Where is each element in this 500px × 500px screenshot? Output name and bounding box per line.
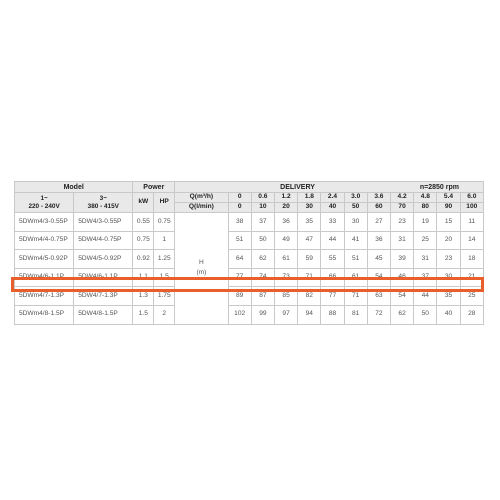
head-value-cell: 33 — [321, 213, 344, 232]
head-value-cell: 94 — [298, 305, 321, 324]
head-value-cell: 21 — [460, 268, 483, 287]
flow-m3h-cell: 1.2 — [274, 193, 297, 203]
hp-cell: 1.25 — [154, 250, 175, 269]
flow-lmin-cell: 50 — [344, 203, 367, 213]
model-1ph-cell: 5DWm4/8-1.5P — [15, 305, 74, 324]
flow-lmin-cell: 10 — [251, 203, 274, 213]
head-value-cell: 54 — [367, 268, 390, 287]
head-value-cell: 81 — [344, 305, 367, 324]
model-1ph-cell: 5DWm4/3-0.55P — [15, 213, 74, 232]
head-value-cell: 27 — [367, 213, 390, 232]
head-value-cell: 36 — [274, 213, 297, 232]
head-value-cell: 46 — [391, 268, 414, 287]
flow-m3h-cell: 3.6 — [367, 193, 390, 203]
model-3ph-cell: 5DW4/3-0.55P — [74, 213, 133, 232]
head-value-cell: 49 — [274, 231, 297, 250]
kw-cell: 1.3 — [133, 287, 154, 306]
head-value-cell: 14 — [460, 231, 483, 250]
head-value-cell: 37 — [414, 268, 437, 287]
head-value-cell: 97 — [274, 305, 297, 324]
hp-cell: 1.75 — [154, 287, 175, 306]
model-1ph-cell: 5DWm4/5-0.92P — [15, 250, 74, 269]
flow-lmin-cell: 100 — [460, 203, 483, 213]
head-value-cell: 87 — [251, 287, 274, 306]
kw-cell: 0.92 — [133, 250, 154, 269]
head-value-cell: 55 — [321, 250, 344, 269]
head-value-cell: 77 — [321, 287, 344, 306]
model-3ph-cell: 5DW4/6-1.1P — [74, 268, 133, 287]
model-3ph-cell: 5DW4/8-1.5P — [74, 305, 133, 324]
head-value-cell: 50 — [414, 305, 437, 324]
table-row — [15, 268, 484, 287]
head-value-cell: 19 — [414, 213, 437, 232]
head-value-cell: 66 — [321, 268, 344, 287]
pump-performance-table — [14, 181, 484, 325]
head-value-cell: 35 — [298, 213, 321, 232]
rpm-label: n=2850 rpm — [419, 183, 459, 191]
head-value-cell: 23 — [391, 213, 414, 232]
head-value-cell: 77 — [228, 268, 251, 287]
head-value-cell: 18 — [460, 250, 483, 269]
head-value-cell: 51 — [228, 231, 251, 250]
model-header: Model — [15, 182, 133, 193]
flow-lmin-cell: 40 — [321, 203, 344, 213]
kw-cell: 1.1 — [133, 268, 154, 287]
head-value-cell: 102 — [228, 305, 251, 324]
head-value-cell: 36 — [367, 231, 390, 250]
head-value-cell: 37 — [251, 213, 274, 232]
head-value-cell: 47 — [298, 231, 321, 250]
head-value-cell: 64 — [228, 250, 251, 269]
flow-m3h-cell: 3.0 — [344, 193, 367, 203]
head-value-cell: 73 — [274, 268, 297, 287]
head-value-cell: 44 — [321, 231, 344, 250]
head-value-cell: 62 — [391, 305, 414, 324]
hp-cell: 1 — [154, 231, 175, 250]
head-unit: (m) — [196, 269, 207, 277]
head-value-cell: 82 — [298, 287, 321, 306]
model-1ph-cell: 5DWm4/7-1.3P — [15, 287, 74, 306]
hp-cell: 1.5 — [154, 268, 175, 287]
head-value-cell: 25 — [460, 287, 483, 306]
flow-m3h-cell: 1.8 — [298, 193, 321, 203]
head-value-cell: 62 — [251, 250, 274, 269]
table-row — [15, 305, 484, 324]
single-phase-voltage: 220 - 240V — [28, 202, 60, 210]
head-value-cell: 11 — [460, 213, 483, 232]
head-value-cell: 25 — [414, 231, 437, 250]
head-value-cell: 30 — [437, 268, 460, 287]
flow-lmin-cell: 80 — [414, 203, 437, 213]
head-value-cell: 71 — [298, 268, 321, 287]
head-value-cell: 89 — [228, 287, 251, 306]
head-value-cell: 45 — [367, 250, 390, 269]
head-value-cell: 51 — [344, 250, 367, 269]
delivery-title: DELIVERY — [280, 183, 315, 191]
table-row — [15, 287, 484, 306]
head-value-cell: 44 — [414, 287, 437, 306]
flow-lmin-cell: 30 — [298, 203, 321, 213]
flow-lmin-cell: 60 — [367, 203, 390, 213]
single-phase-header — [15, 193, 74, 213]
q-lmin-header: Q(l/min) — [175, 203, 228, 213]
flow-m3h-cell: 4.8 — [414, 193, 437, 203]
head-value-cell: 38 — [228, 213, 251, 232]
power-header: Power — [133, 182, 175, 193]
kw-header: kW — [133, 193, 154, 213]
flow-lmin-cell: 90 — [437, 203, 460, 213]
flow-lmin-cell: 0 — [228, 203, 251, 213]
kw-cell: 1.5 — [133, 305, 154, 324]
head-value-cell: 61 — [344, 268, 367, 287]
model-3ph-cell: 5DW4/4-0.75P — [74, 231, 133, 250]
flow-m3h-cell: 5.4 — [437, 193, 460, 203]
flow-m3h-cell: 0 — [228, 193, 251, 203]
table-row — [15, 231, 484, 250]
head-value-cell: 31 — [414, 250, 437, 269]
delivery-header — [175, 182, 484, 193]
head-value-cell: 28 — [460, 305, 483, 324]
model-3ph-cell: 5DW4/7-1.3P — [74, 287, 133, 306]
model-3ph-cell: 5DW4/5-0.92P — [74, 250, 133, 269]
head-value-cell: 40 — [437, 305, 460, 324]
head-value-cell: 54 — [391, 287, 414, 306]
three-phase-header — [74, 193, 133, 213]
table-row — [15, 250, 484, 269]
kw-cell: 0.55 — [133, 213, 154, 232]
flow-lmin-cell: 70 — [391, 203, 414, 213]
model-1ph-cell: 5DWm4/4-0.75P — [15, 231, 74, 250]
head-value-cell: 85 — [274, 287, 297, 306]
head-value-cell: 30 — [344, 213, 367, 232]
head-value-cell: 39 — [391, 250, 414, 269]
head-value-cell: 63 — [367, 287, 390, 306]
head-value-cell: 61 — [274, 250, 297, 269]
single-phase-label: 1~ — [40, 195, 48, 203]
hp-cell: 2 — [154, 305, 175, 324]
head-value-cell: 71 — [344, 287, 367, 306]
head-value-cell: 31 — [391, 231, 414, 250]
head-value-cell: 74 — [251, 268, 274, 287]
three-phase-label: 3~ — [99, 195, 107, 203]
head-label: H — [199, 259, 204, 267]
model-1ph-cell: 5DWm4/6-1.1P — [15, 268, 74, 287]
flow-lmin-cell: 20 — [274, 203, 297, 213]
head-value-cell: 23 — [437, 250, 460, 269]
head-value-cell: 99 — [251, 305, 274, 324]
head-value-cell: 41 — [344, 231, 367, 250]
flow-m3h-cell: 0.6 — [251, 193, 274, 203]
flow-m3h-cell: 2.4 — [321, 193, 344, 203]
flow-m3h-cell: 6.0 — [460, 193, 483, 203]
kw-cell: 0.75 — [133, 231, 154, 250]
head-value-cell: 20 — [437, 231, 460, 250]
head-value-cell: 35 — [437, 287, 460, 306]
q-m3h-header: Q(m³/h) — [175, 193, 228, 203]
head-value-cell: 59 — [298, 250, 321, 269]
flow-m3h-cell: 4.2 — [391, 193, 414, 203]
head-value-cell: 15 — [437, 213, 460, 232]
hp-cell: 0.75 — [154, 213, 175, 232]
head-value-cell: 50 — [251, 231, 274, 250]
head-value-cell: 72 — [367, 305, 390, 324]
table-row — [15, 213, 484, 232]
hp-header: HP — [154, 193, 175, 213]
three-phase-voltage: 380 - 415V — [87, 202, 119, 210]
head-label-cell — [175, 213, 228, 325]
head-value-cell: 88 — [321, 305, 344, 324]
